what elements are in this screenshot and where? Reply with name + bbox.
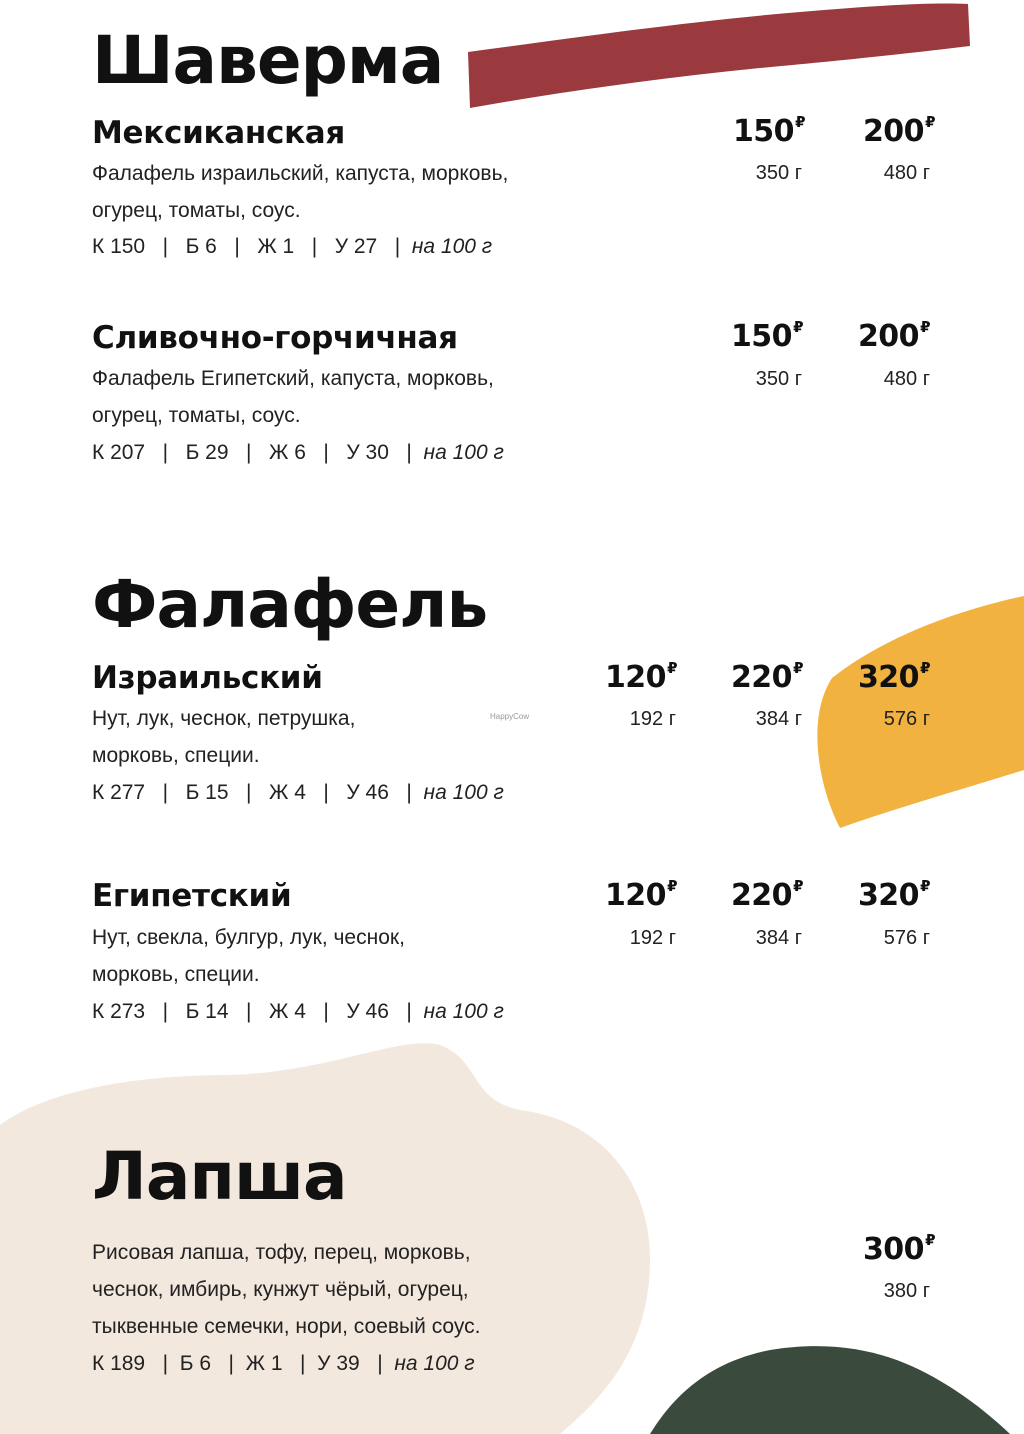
weight: 192 г xyxy=(629,708,676,730)
description-line: морковь, специи. xyxy=(92,963,260,986)
nutrition-unit: на 100 г xyxy=(423,781,504,804)
nutrition-values: К 277 | Б 15 | Ж 4 | У 46 | xyxy=(92,781,424,804)
weight: 350 г xyxy=(755,162,802,184)
nutrition-unit: на 100 г xyxy=(411,235,493,258)
weight: 380 г xyxy=(883,1280,930,1302)
nutrition-values: К 207 | Б 29 | Ж 6 | У 30 | xyxy=(92,441,424,464)
weight: 480 г xyxy=(883,368,930,390)
ruble-icon: ₽ xyxy=(667,659,677,677)
weight: 576 г xyxy=(883,708,930,730)
section-title-shawarma: Шаверма xyxy=(92,22,444,99)
price: 220₽ xyxy=(730,877,803,913)
ruble-icon: ₽ xyxy=(793,318,803,336)
nutrition-unit: на 100 г xyxy=(423,1000,504,1023)
price: 320₽ xyxy=(857,877,930,913)
ruble-icon: ₽ xyxy=(920,877,930,895)
item-description xyxy=(92,700,355,774)
description-line: Фалафель Египетский, капуста, морковь, xyxy=(92,367,494,390)
ruble-icon: ₽ xyxy=(920,659,930,677)
nutrition-facts xyxy=(92,1001,504,1022)
ruble-icon: ₽ xyxy=(925,113,935,131)
price: 220₽ xyxy=(730,659,803,695)
item-name: Египетский xyxy=(92,878,292,914)
section-title-falafel: Фалафель xyxy=(92,566,488,643)
price: 120₽ xyxy=(604,877,677,913)
item-name: Сливочно-горчичная xyxy=(92,320,458,356)
description-line: огурец, томаты, соус. xyxy=(92,404,301,427)
weight: 350 г xyxy=(755,368,802,390)
weight: 384 г xyxy=(755,708,802,730)
description-line: чеснок, имбирь, кунжут чёрый, огурец, xyxy=(92,1278,469,1301)
price: 200₽ xyxy=(857,318,930,354)
item-description xyxy=(92,1234,480,1345)
ruble-icon: ₽ xyxy=(793,877,803,895)
ruble-icon: ₽ xyxy=(795,113,805,131)
nutrition-unit: на 100 г xyxy=(423,441,504,464)
weight: 480 г xyxy=(883,162,930,184)
nutrition-facts xyxy=(92,442,504,463)
ruble-icon: ₽ xyxy=(925,1231,935,1249)
item-description xyxy=(92,919,405,993)
description-line: Рисовая лапша, тофу, перец, морковь, xyxy=(92,1241,471,1264)
nutrition-values: К 189 | Б 6 | Ж 1 | У 39 | xyxy=(92,1352,395,1375)
price: 320₽ xyxy=(857,659,930,695)
ruble-icon: ₽ xyxy=(920,318,930,336)
ruble-icon: ₽ xyxy=(793,659,803,677)
description-line: морковь, специи. xyxy=(92,744,260,767)
nutrition-facts xyxy=(92,782,504,803)
red-brush-stroke xyxy=(468,3,970,108)
price: 120₽ xyxy=(604,659,677,695)
item-description xyxy=(92,155,508,229)
green-blob xyxy=(650,1346,1010,1434)
price: 300₽ xyxy=(862,1231,935,1267)
nutrition-values: К 150 | Б 6 | Ж 1 | У 27 | xyxy=(92,235,412,258)
section-title-noodles: Лапша xyxy=(92,1138,347,1215)
price: 150₽ xyxy=(732,113,805,149)
nutrition-facts xyxy=(92,1353,475,1374)
weight: 192 г xyxy=(629,927,676,949)
price: 150₽ xyxy=(730,318,803,354)
item-name: Израильский xyxy=(92,660,323,696)
nutrition-values: К 273 | Б 14 | Ж 4 | У 46 | xyxy=(92,1000,424,1023)
description-line: Нут, свекла, булгур, лук, чеснок, xyxy=(92,926,405,949)
item-description xyxy=(92,360,494,434)
watermark-text: HappyCow xyxy=(490,712,530,721)
weight: 576 г xyxy=(883,927,930,949)
description-line: Нут, лук, чеснок, петрушка, xyxy=(92,707,356,730)
price: 200₽ xyxy=(862,113,935,149)
weight: 384 г xyxy=(755,927,802,949)
nutrition-facts xyxy=(92,236,492,257)
item-name: Мексиканская xyxy=(92,115,346,151)
description-line: Фалафель израильский, капуста, морковь, xyxy=(92,162,509,185)
description-line: тыквенные семечки, нори, соевый соус. xyxy=(92,1315,481,1338)
description-line: огурец, томаты, соус. xyxy=(92,199,301,222)
ruble-icon: ₽ xyxy=(667,877,677,895)
nutrition-unit: на 100 г xyxy=(394,1352,475,1375)
